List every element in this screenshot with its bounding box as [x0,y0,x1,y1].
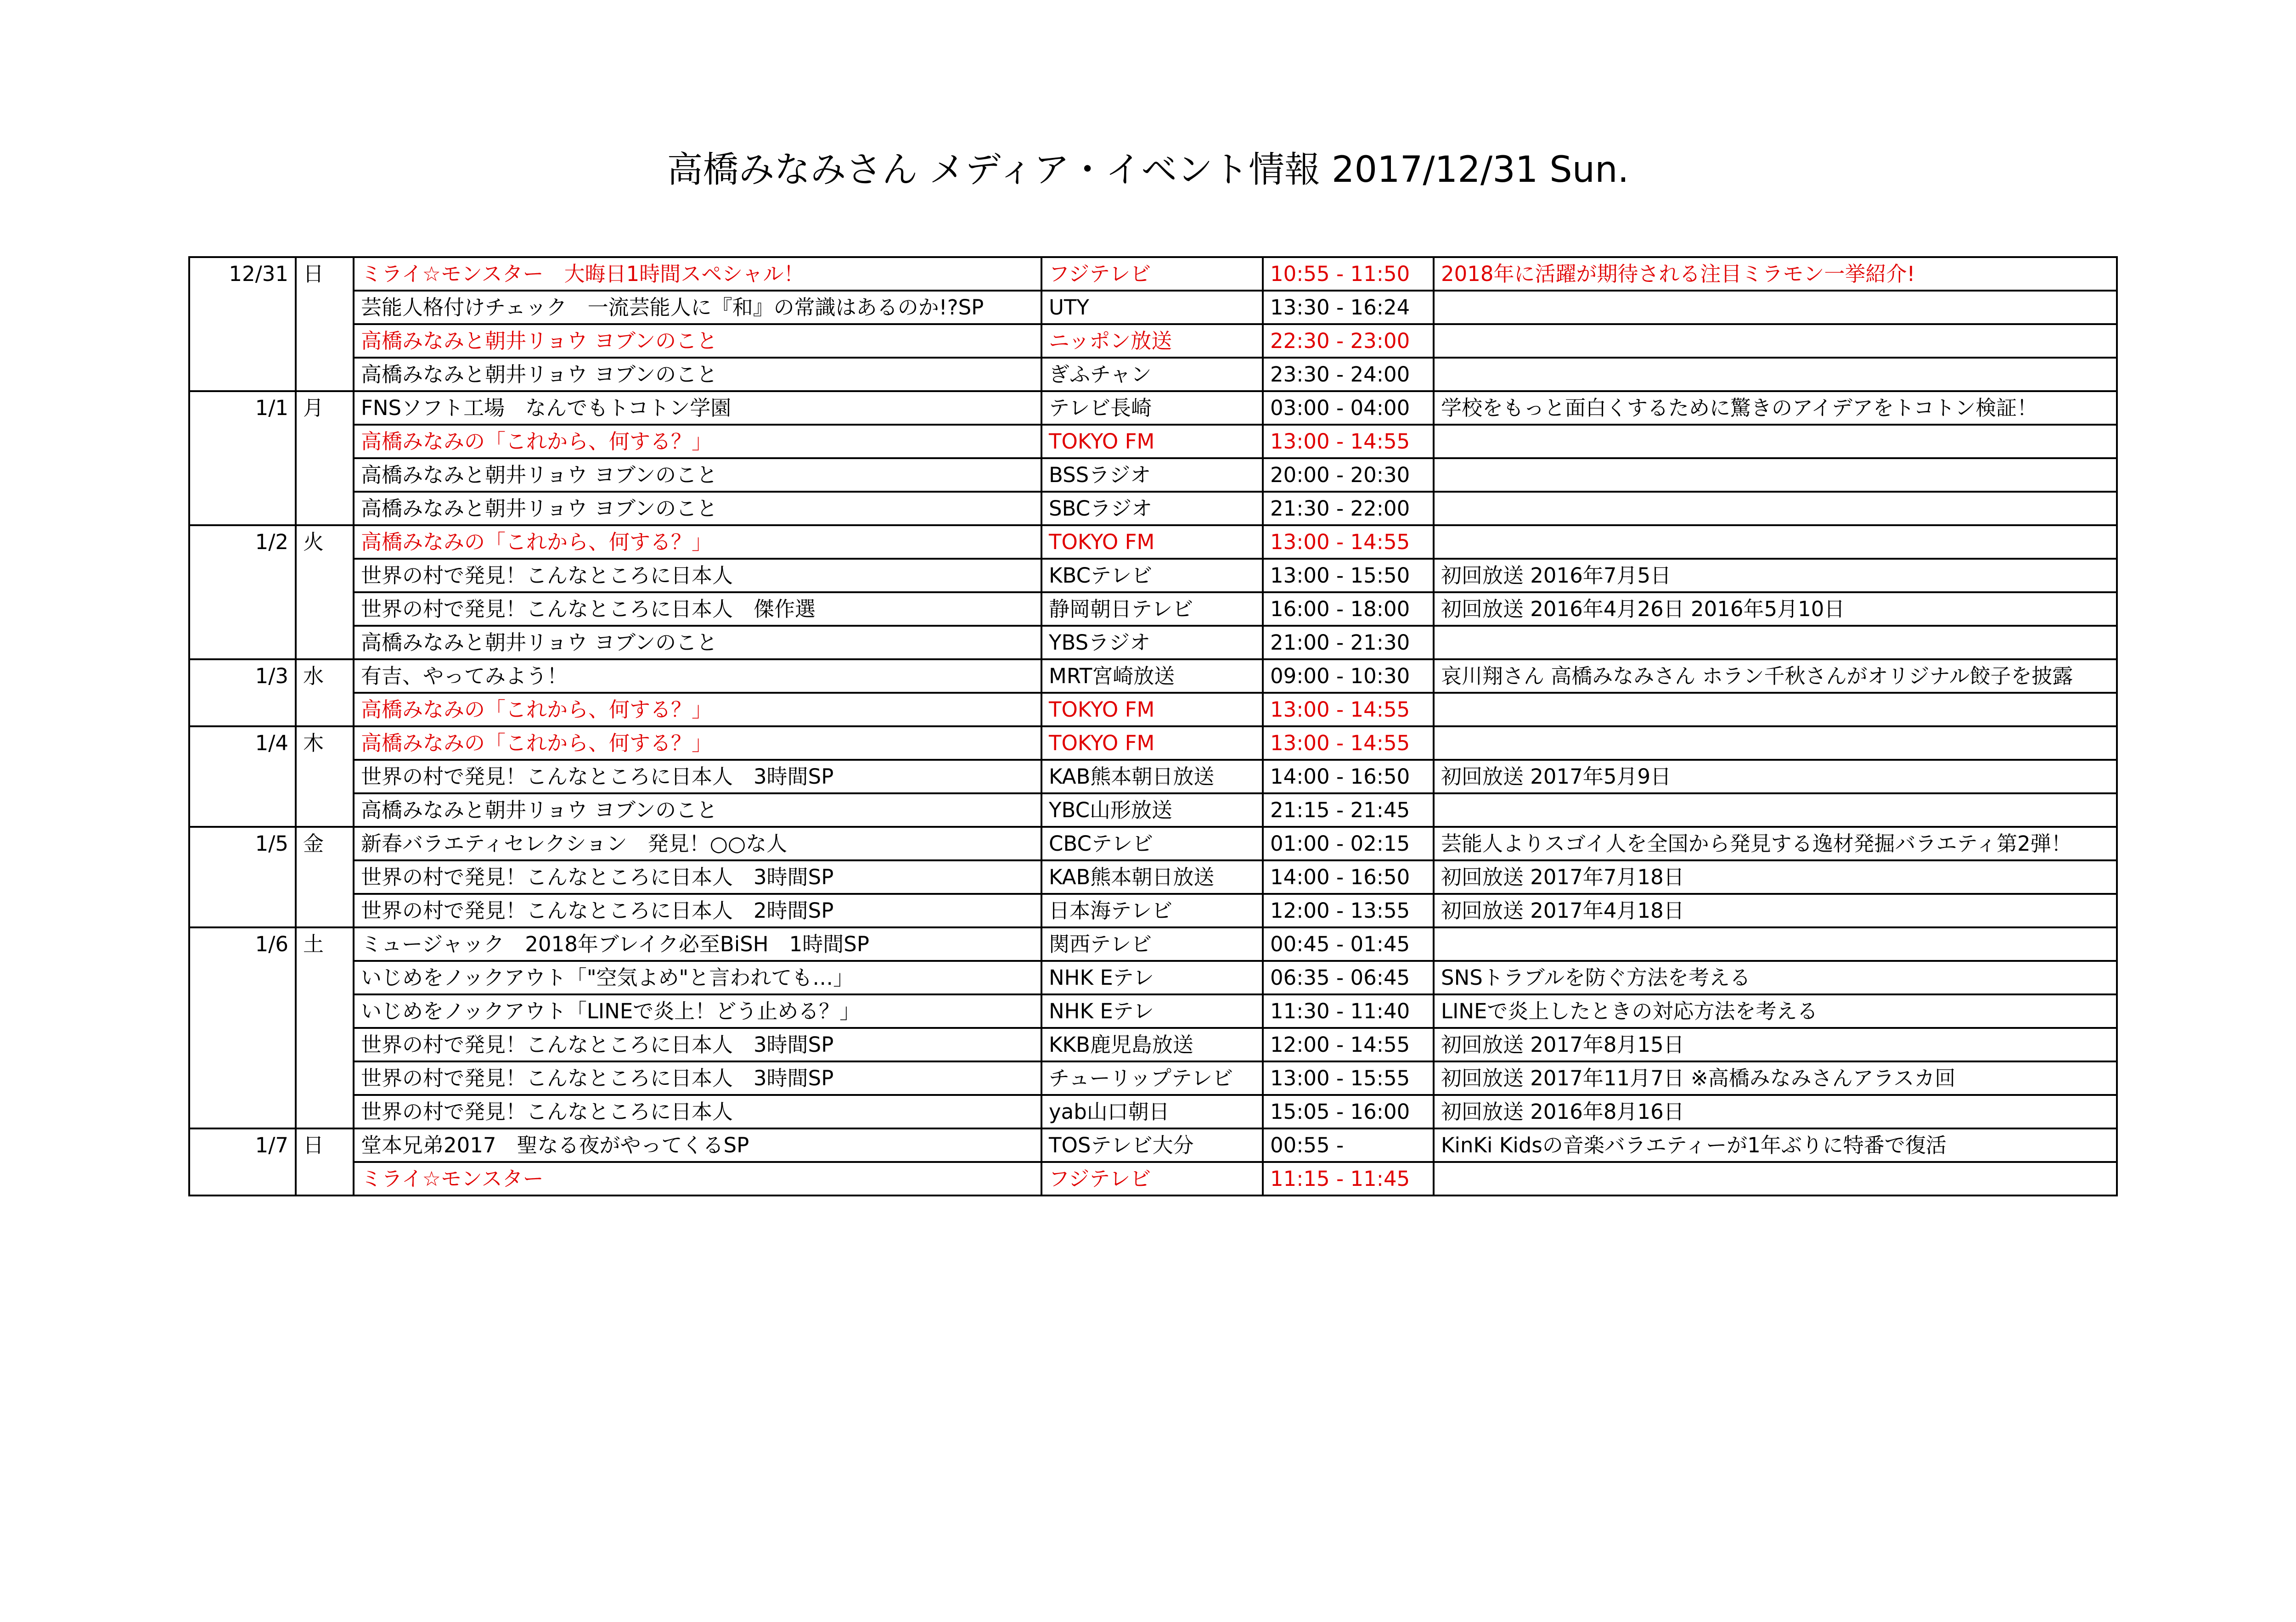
table-row [189,525,2117,559]
program-cell: 高橋みなみの「これから、何する？」 [354,425,1041,458]
program-cell: 世界の村で発見！こんなところに日本人 3時間SP [354,1061,1041,1095]
table-row [189,760,2117,793]
table-row [189,659,2117,693]
time-cell: 13:00 - 14:55 [1263,693,1434,726]
date-cell: 1/4 [189,726,296,827]
time-cell: 14:00 - 16:50 [1263,860,1434,894]
time-cell: 13:00 - 15:55 [1263,1061,1434,1095]
channel-cell: KAB熊本朝日放送 [1041,760,1263,793]
note-cell [1434,291,2117,324]
program-cell: 高橋みなみと朝井リョウ ヨブンのこと [354,492,1041,525]
table-row [189,994,2117,1028]
channel-cell: フジテレビ [1041,1162,1263,1195]
schedule-body [189,257,2117,1195]
program-cell: FNSソフト工場 なんでもトコトン学園 [354,391,1041,425]
channel-cell: TOKYO FM [1041,425,1263,458]
channel-cell: KBCテレビ [1041,559,1263,592]
note-cell: 初回放送 2017年11月7日 ※高橋みなみさんアラスカ回 [1434,1061,2117,1095]
table-row [189,961,2117,994]
time-cell: 09:00 - 10:30 [1263,659,1434,693]
table-row [189,793,2117,827]
time-cell: 21:15 - 21:45 [1263,793,1434,827]
channel-cell: MRT宮崎放送 [1041,659,1263,693]
program-cell: いじめをノックアウト「"空気よめ"と言われても…」 [354,961,1041,994]
table-row [189,1095,2117,1128]
note-cell: 学校をもっと面白くするために驚きのアイデアをトコトン検証！ [1434,391,2117,425]
time-cell: 10:55 - 11:50 [1263,257,1434,291]
time-cell: 00:45 - 01:45 [1263,927,1434,961]
channel-cell: 静岡朝日テレビ [1041,592,1263,626]
note-cell: 初回放送 2016年7月5日 [1434,559,2117,592]
program-cell: 高橋みなみと朝井リョウ ヨブンのこと [354,626,1041,659]
program-cell: 高橋みなみの「これから、何する？」 [354,693,1041,726]
table-row [189,1061,2117,1095]
note-cell: LINEで炎上したときの対応方法を考える [1434,994,2117,1028]
note-cell: 芸能人よりスゴイ人を全国から発見する逸材発掘バラエティ第2弾！ [1434,827,2117,860]
channel-cell: YBSラジオ [1041,626,1263,659]
weekday-cell: 日 [296,257,354,391]
weekday-cell: 金 [296,827,354,927]
note-cell [1434,324,2117,358]
weekday-cell: 水 [296,659,354,726]
table-row [189,291,2117,324]
time-cell: 00:55 - [1263,1128,1434,1162]
weekday-cell: 土 [296,927,354,1128]
channel-cell: yab山口朝日 [1041,1095,1263,1128]
time-cell: 03:00 - 04:00 [1263,391,1434,425]
weekday-cell: 日 [296,1128,354,1195]
date-cell: 12/31 [189,257,296,391]
channel-cell: TOKYO FM [1041,525,1263,559]
channel-cell: TOKYO FM [1041,693,1263,726]
note-cell [1434,458,2117,492]
table-row [189,592,2117,626]
time-cell: 14:00 - 16:50 [1263,760,1434,793]
note-cell: 2018年に活躍が期待される注目ミラモン一挙紹介! [1434,257,2117,291]
time-cell: 13:30 - 16:24 [1263,291,1434,324]
table-row [189,391,2117,425]
table-row [189,425,2117,458]
program-cell: ミライ☆モンスター 大晦日1時間スペシャル！ [354,257,1041,291]
note-cell [1434,492,2117,525]
note-cell: 初回放送 2017年5月9日 [1434,760,2117,793]
table-row [189,492,2117,525]
channel-cell: KKB鹿児島放送 [1041,1028,1263,1061]
note-cell [1434,1162,2117,1195]
note-cell [1434,693,2117,726]
table-row [189,860,2117,894]
program-cell: ミュージャック 2018年ブレイク必至BiSH 1時間SP [354,927,1041,961]
weekday-cell: 月 [296,391,354,525]
time-cell: 20:00 - 20:30 [1263,458,1434,492]
time-cell: 13:00 - 14:55 [1263,425,1434,458]
channel-cell: CBCテレビ [1041,827,1263,860]
note-cell: 初回放送 2016年8月16日 [1434,1095,2117,1128]
time-cell: 22:30 - 23:00 [1263,324,1434,358]
time-cell: 11:30 - 11:40 [1263,994,1434,1028]
date-cell: 1/2 [189,525,296,659]
note-cell: 初回放送 2017年7月18日 [1434,860,2117,894]
time-cell: 12:00 - 14:55 [1263,1028,1434,1061]
program-cell: 堂本兄弟2017 聖なる夜がやってくるSP [354,1128,1041,1162]
table-row [189,458,2117,492]
channel-cell: SBCラジオ [1041,492,1263,525]
program-cell: 高橋みなみの「これから、何する？」 [354,525,1041,559]
channel-cell: UTY [1041,291,1263,324]
channel-cell: テレビ長崎 [1041,391,1263,425]
program-cell: 高橋みなみと朝井リョウ ヨブンのこと [354,793,1041,827]
note-cell [1434,726,2117,760]
channel-cell: BSSラジオ [1041,458,1263,492]
table-row [189,726,2117,760]
time-cell: 16:00 - 18:00 [1263,592,1434,626]
date-cell: 1/6 [189,927,296,1128]
note-cell [1434,358,2117,391]
program-cell: 世界の村で発見！こんなところに日本人 3時間SP [354,760,1041,793]
table-row [189,1128,2117,1162]
table-row [189,559,2117,592]
table-row [189,894,2117,927]
time-cell: 15:05 - 16:00 [1263,1095,1434,1128]
date-cell: 1/7 [189,1128,296,1195]
date-cell: 1/3 [189,659,296,726]
schedule-table [188,256,2118,1196]
program-cell: 高橋みなみと朝井リョウ ヨブンのこと [354,324,1041,358]
program-cell: 世界の村で発見！こんなところに日本人 2時間SP [354,894,1041,927]
note-cell [1434,927,2117,961]
channel-cell: チューリップテレビ [1041,1061,1263,1095]
program-cell: ミライ☆モンスター [354,1162,1041,1195]
channel-cell: NHK Eテレ [1041,961,1263,994]
table-row [189,324,2117,358]
program-cell: 世界の村で発見！こんなところに日本人 [354,559,1041,592]
program-cell: 高橋みなみと朝井リョウ ヨブンのこと [354,358,1041,391]
time-cell: 23:30 - 24:00 [1263,358,1434,391]
note-cell: 哀川翔さん 高橋みなみさん ホラン千秋さんがオリジナル餃子を披露 [1434,659,2117,693]
table-row [189,1028,2117,1061]
note-cell: SNSトラブルを防ぐ方法を考える [1434,961,2117,994]
program-cell: 世界の村で発見！こんなところに日本人 [354,1095,1041,1128]
note-cell: KinKi Kidsの音楽バラエティーが1年ぶりに特番で復活 [1434,1128,2117,1162]
channel-cell: ぎふチャン [1041,358,1263,391]
note-cell [1434,793,2117,827]
note-cell: 初回放送 2017年8月15日 [1434,1028,2117,1061]
date-cell: 1/1 [189,391,296,525]
time-cell: 13:00 - 14:55 [1263,726,1434,760]
page-title: 高橋みなみさん メディア・イベント情報 2017/12/31 Sun. [667,149,1629,191]
program-cell: 芸能人格付けチェック 一流芸能人に『和』の常識はあるのか!?SP [354,291,1041,324]
channel-cell: TOSテレビ大分 [1041,1128,1263,1162]
weekday-cell: 木 [296,726,354,827]
time-cell: 11:15 - 11:45 [1263,1162,1434,1195]
program-cell: 有吉、やってみよう！ [354,659,1041,693]
time-cell: 13:00 - 15:50 [1263,559,1434,592]
program-cell: 世界の村で発見！こんなところに日本人 3時間SP [354,1028,1041,1061]
channel-cell: KAB熊本朝日放送 [1041,860,1263,894]
channel-cell: ニッポン放送 [1041,324,1263,358]
time-cell: 12:00 - 13:55 [1263,894,1434,927]
channel-cell: NHK Eテレ [1041,994,1263,1028]
table-row [189,257,2117,291]
weekday-cell: 火 [296,525,354,659]
table-row [189,927,2117,961]
program-cell: 世界の村で発見！こんなところに日本人 傑作選 [354,592,1041,626]
channel-cell: 日本海テレビ [1041,894,1263,927]
note-cell [1434,626,2117,659]
table-row [189,827,2117,860]
program-cell: いじめをノックアウト「LINEで炎上！どう止める？」 [354,994,1041,1028]
program-cell: 高橋みなみの「これから、何する？」 [354,726,1041,760]
note-cell: 初回放送 2016年4月26日 2016年5月10日 [1434,592,2117,626]
time-cell: 13:00 - 14:55 [1263,525,1434,559]
channel-cell: TOKYO FM [1041,726,1263,760]
table-row [189,358,2117,391]
table-row [189,693,2117,726]
time-cell: 21:00 - 21:30 [1263,626,1434,659]
channel-cell: フジテレビ [1041,257,1263,291]
time-cell: 21:30 - 22:00 [1263,492,1434,525]
channel-cell: 関西テレビ [1041,927,1263,961]
program-cell: 新春バラエティセレクション 発見！○○な人 [354,827,1041,860]
table-row [189,626,2117,659]
note-cell: 初回放送 2017年4月18日 [1434,894,2117,927]
channel-cell: YBC山形放送 [1041,793,1263,827]
time-cell: 01:00 - 02:15 [1263,827,1434,860]
date-cell: 1/5 [189,827,296,927]
note-cell [1434,425,2117,458]
table-row [189,1162,2117,1195]
program-cell: 高橋みなみと朝井リョウ ヨブンのこと [354,458,1041,492]
time-cell: 06:35 - 06:45 [1263,961,1434,994]
program-cell: 世界の村で発見！こんなところに日本人 3時間SP [354,860,1041,894]
note-cell [1434,525,2117,559]
